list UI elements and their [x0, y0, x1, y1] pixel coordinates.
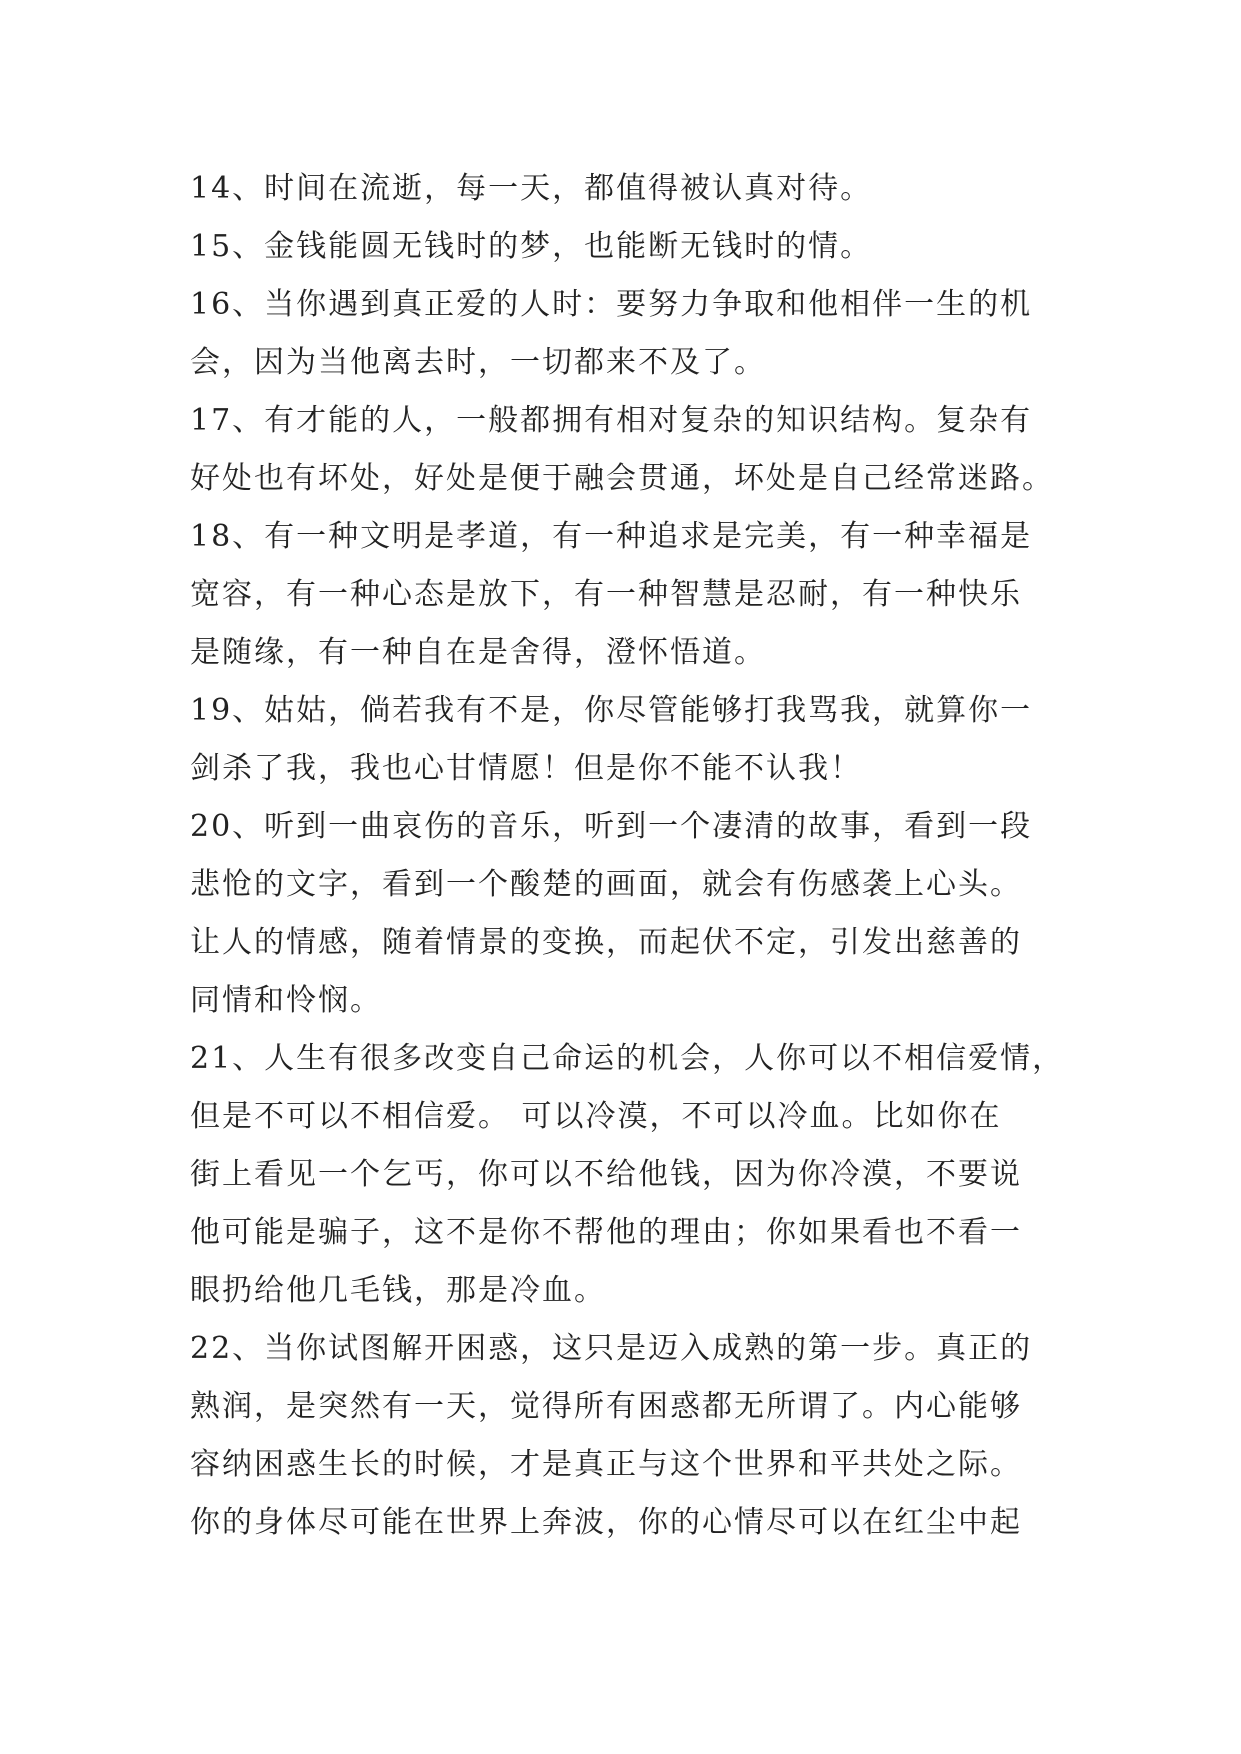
text-line: 16、当你遇到真正爱的人时：要努力争取和他相伴一生的机: [190, 287, 1033, 322]
text-line: 好处也有坏处，好处是便于融会贯通，坏处是自己经常迷路。: [190, 461, 1054, 496]
document-body: [190, 160, 1065, 1552]
text-line: 宽容，有一种心态是放下，有一种智慧是忍耐，有一种快乐: [190, 577, 1022, 612]
text-line: 15、金钱能圆无钱时的梦，也能断无钱时的情。: [190, 229, 873, 264]
text-line: 14、时间在流逝，每一天，都值得被认真对待。: [190, 171, 873, 206]
text-line: 是随缘，有一种自在是舍得，澄怀悟道。: [190, 635, 766, 670]
text-line: 剑杀了我，我也心甘情愿！但是你不能不认我！: [190, 751, 862, 786]
text-line: 眼扔给他几毛钱，那是冷血。: [190, 1273, 606, 1308]
text-line: 会，因为当他离去时，一切都来不及了。: [190, 345, 766, 380]
text-line: 21、人生有很多改变自己命运的机会，人你可以不相信爱情，: [190, 1041, 1065, 1076]
text-line: 他可能是骗子，这不是你不帮他的理由；你如果看也不看一: [190, 1215, 1022, 1250]
text-line: 17、有才能的人，一般都拥有相对复杂的知识结构。复杂有: [190, 403, 1033, 438]
text-line: 19、姑姑，倘若我有不是，你尽管能够打我骂我，就算你一: [190, 693, 1033, 728]
text-line: 同情和怜悯。: [190, 983, 382, 1018]
text-line: 22、当你试图解开困惑，这只是迈入成熟的第一步。真正的: [190, 1331, 1033, 1366]
text-line: 但是不可以不相信爱。 可以冷漠，不可以冷血。比如你在: [190, 1099, 1002, 1134]
text-line: 让人的情感，随着情景的变换，而起伏不定，引发出慈善的: [190, 925, 1022, 960]
text-line: 你的身体尽可能在世界上奔波，你的心情尽可以在红尘中起: [190, 1505, 1022, 1540]
text-line: 容纳困惑生长的时候，才是真正与这个世界和平共处之际。: [190, 1447, 1022, 1482]
text-line: 20、听到一曲哀伤的音乐，听到一个凄清的故事，看到一段: [190, 809, 1033, 844]
text-line: 18、有一种文明是孝道，有一种追求是完美，有一种幸福是: [190, 519, 1033, 554]
text-line: 悲怆的文字，看到一个酸楚的画面，就会有伤感袭上心头。: [190, 867, 1022, 902]
text-line: 街上看见一个乞丐，你可以不给他钱，因为你冷漠，不要说: [190, 1157, 1022, 1192]
text-line: 熟润，是突然有一天，觉得所有困惑都无所谓了。内心能够: [190, 1389, 1022, 1424]
